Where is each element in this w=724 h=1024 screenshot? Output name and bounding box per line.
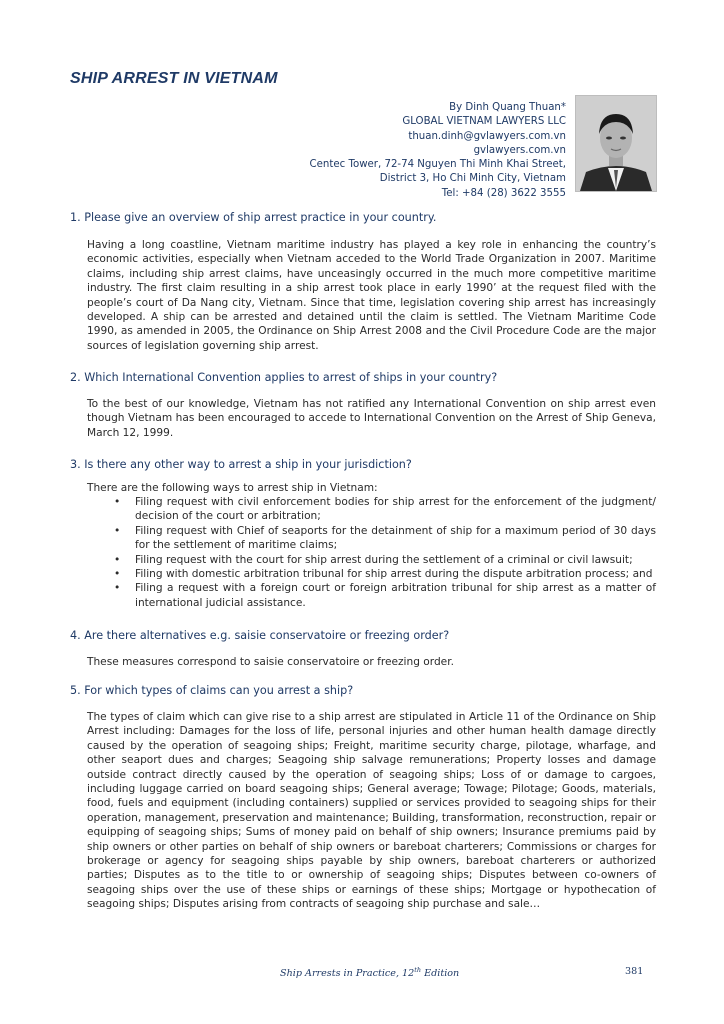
author-address-line2: District 3, Ho Chi Minh City, Vietnam [379,173,566,185]
author-website[interactable]: gvlawyers.com.vn [473,144,566,156]
bullet-icon: • [114,524,121,537]
list-item: • Filing request with Chief of seaports for the detainment of ship for a maximum period of 30 days for the settlement of maritime claims; [114,524,656,552]
author-byline: By Dinh Quang Thuan* [449,102,566,113]
answer-5: The types of claim which can give rise to a ship arrest are stipulated in Article 11 of the Ordinance on Ship Arrest including: Damages for the loss of life, personal injuries and other human health damage directly caused by the operation of seagoing ships; Freight, maritime security charge, pilotage, wharfage, and other seaport dues and charges; Seagoing ship salvage remunerations; Property losses and damage outside contract directly caused by the operation of seagoing ships; Loss of or damage to cargoes, including luggage carried on board seagoing ships; General average; Towage; Pilotage; Goods, materials, food, fuels and equipment (including containers) supplied or services provided to seagoing ships for their operation, management, preservation and maintenance; Building, transformation, reconstruction, repair or equipping of seagoing ships; Sums of money paid on behalf of ship owners; Insurance premiums paid by ship owners or other parties on behalf of ship owners or bareboat charterers; Commissions or charges for brokerage or agency for seagoing ships payable by ship owners, bareboat charterers or authorized parties; Disputes as to the title to or ownership of seagoing ships; Disputes between co-owners of seagoing ships over the use of these ships or earnings of these ships; Mortgage or hypothecation of seagoing ships; Disputes arising from contracts of seagoing ship purchase and sale… [87,711,656,911]
page-number: 381 [625,966,644,977]
list-item: • Filing a request with a foreign court or foreign arbitration tribunal for ship arrest as a matter of international judicial assistance. [114,582,656,609]
list-item: • Filing request with the court for ship arrest during the settlement of a criminal or civil lawsuit; [114,553,633,566]
list-item: • Filing request with civil enforcement bodies for ship arrest for the enforcement of the judgment/ decision of the court or arbitration; [114,496,656,523]
answer-1: Having a long coastline, Vietnam maritime industry has played a key role in enhancing the country’s economic activities, especially when Vietnam acceded to the World Trade Organization in 2007. Maritime claims, including ship arrest claims, have unceasingly occurred in the much more competitive maritime industry. The first claim resulting in a ship arrest took place in early 1990’ at the request filed with the people’s court of Da Nang city, Vietnam. Since that time, legislation covering ship arrest has increasingly developed. A ship can be arrested and detained until the claim is settled. The Vietnam Maritime Code 1990, as amended in 2005, the Ordinance on Ship Arrest 2008 and the Civil Procedure Code are the major sources of legislation governing ship arrest. [87,239,656,352]
bullet-icon: • [114,553,121,566]
question-1: 1. Please give an overview of ship arrest practice in your country. [70,211,437,224]
ship-arrest-ways-list [87,495,656,610]
answer-3-intro: There are the following ways to arrest ship in Vietnam: [87,482,378,494]
bullet-icon: • [114,496,121,508]
list-item: • Filing with domestic arbitration tribunal for ship arrest during the dispute arbitration process; and [114,568,653,581]
footer-book-title: Ship Arrests in Practice, 12th Edition [280,966,460,980]
author-email[interactable]: thuan.dinh@gvlawyers.com.vn [408,130,566,142]
question-3: 3. Is there any other way to arrest a ship in your jurisdiction? [70,458,412,471]
answer-2: To the best of our knowledge, Vietnam has not ratified any International Convention on ship arrest even though Vietnam has been encouraged to accede to International Convention on the Arrest of Ship Geneva, March 12, 1999. [87,398,656,439]
author-firm: GLOBAL VIETNAM LAWYERS LLC [402,116,566,128]
bullet-icon: • [114,582,121,595]
author-address-line1: Centec Tower, 72-74 Nguyen Thi Minh Khai Street, [309,159,566,171]
question-4: 4. Are there alternatives e.g. saisie conservatoire or freezing order? [70,629,450,642]
author-tel: Tel: +84 (28) 3622 3555 [441,187,566,199]
question-2: 2. Which International Convention applies to arrest of ships in your country? [70,371,498,384]
answer-4: These measures correspond to saisie conservatoire or freezing order. [87,656,454,668]
bullet-icon: • [114,568,121,581]
question-5: 5. For which types of claims can you arrest a ship? [70,684,354,697]
page-title: SHIP ARREST IN VIETNAM [70,70,278,87]
author-block [310,101,566,201]
author-photo [575,95,657,192]
